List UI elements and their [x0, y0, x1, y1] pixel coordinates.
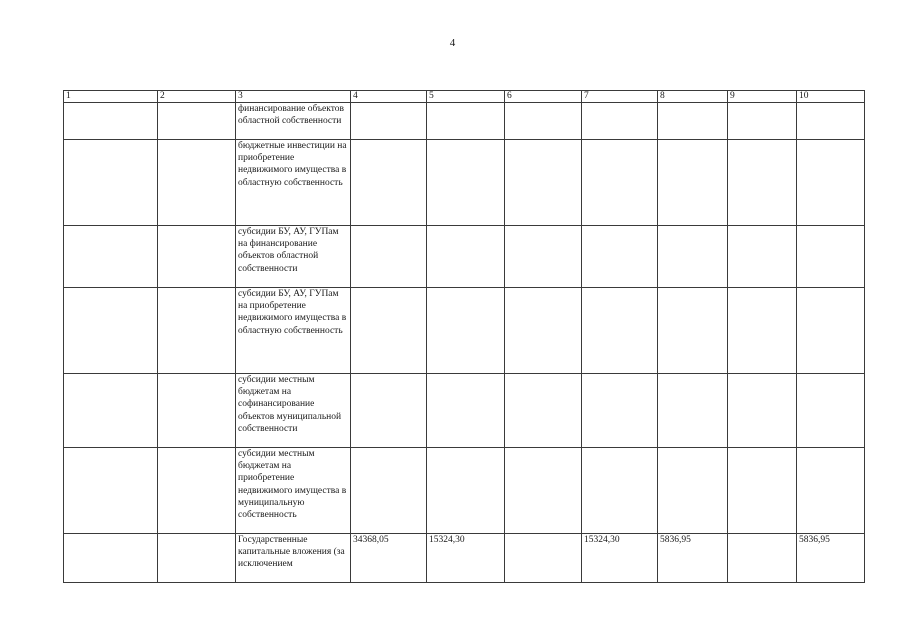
table-cell — [658, 448, 728, 534]
row-description: субсидии местным бюджетам на приобретение недвижимого имущества в муниципальную собственность — [236, 448, 351, 534]
table-cell — [505, 534, 582, 583]
table-cell — [351, 374, 427, 448]
table-cell — [582, 448, 658, 534]
table-cell — [658, 288, 728, 374]
table-cell — [505, 374, 582, 448]
table-cell — [158, 226, 236, 288]
table-cell — [582, 103, 658, 140]
table-cell — [351, 140, 427, 226]
table-cell — [658, 226, 728, 288]
table-cell — [582, 226, 658, 288]
row-description: финансирование объектов областной собственности — [236, 103, 351, 140]
column-header: 1 — [64, 91, 158, 103]
table-cell — [64, 448, 158, 534]
table-cell — [64, 140, 158, 226]
table-cell — [64, 226, 158, 288]
table-cell — [505, 226, 582, 288]
table-cell — [582, 288, 658, 374]
table-cell — [505, 140, 582, 226]
column-header: 5 — [427, 91, 505, 103]
page-number: 4 — [449, 37, 456, 49]
column-header: 8 — [658, 91, 728, 103]
table-cell — [158, 140, 236, 226]
table-cell: 15324,30 — [427, 534, 505, 583]
table-cell: 15324,30 — [582, 534, 658, 583]
table-cell — [158, 103, 236, 140]
table-cell — [351, 288, 427, 374]
table-cell — [64, 374, 158, 448]
table-cell — [728, 374, 797, 448]
table-cell — [158, 448, 236, 534]
column-header: 4 — [351, 91, 427, 103]
table-cell — [797, 448, 865, 534]
row-description: субсидии местным бюджетам на софинансирование объектов муниципальной собственности — [236, 374, 351, 448]
table-row — [64, 374, 865, 448]
table-cell — [658, 140, 728, 226]
column-header: 3 — [236, 91, 351, 103]
table-cell — [728, 226, 797, 288]
table-cell — [582, 374, 658, 448]
row-description: бюджетные инвестиции на приобретение недвижимого имущества в областную собственность — [236, 140, 351, 226]
table-cell — [797, 374, 865, 448]
budget-table — [63, 90, 865, 583]
table-row — [64, 103, 865, 140]
table-cell — [658, 103, 728, 140]
table-cell — [64, 288, 158, 374]
table-cell — [505, 448, 582, 534]
row-description: Государственные капитальные вложения (за исключением — [236, 534, 351, 583]
table-row — [64, 140, 865, 226]
table-row — [64, 288, 865, 374]
table-cell — [505, 103, 582, 140]
table-cell — [64, 534, 158, 583]
table-cell — [427, 448, 505, 534]
column-header: 6 — [505, 91, 582, 103]
table-cell — [351, 103, 427, 140]
column-header: 9 — [728, 91, 797, 103]
table-cell — [728, 140, 797, 226]
column-header: 10 — [797, 91, 865, 103]
table-cell: 5836,95 — [797, 534, 865, 583]
table-cell — [728, 534, 797, 583]
table-cell — [728, 103, 797, 140]
table-cell — [158, 374, 236, 448]
table-header-row — [64, 91, 865, 103]
table-cell — [351, 226, 427, 288]
table-cell — [427, 226, 505, 288]
table-row — [64, 534, 865, 583]
table-cell — [797, 140, 865, 226]
table-row — [64, 448, 865, 534]
table-cell — [427, 288, 505, 374]
table-cell: 34368,05 — [351, 534, 427, 583]
row-description: субсидии БУ, АУ, ГУПам на финансирование объектов областной собственности — [236, 226, 351, 288]
table-cell — [64, 103, 158, 140]
table-cell — [505, 288, 582, 374]
table-cell — [158, 288, 236, 374]
table-row — [64, 226, 865, 288]
table-cell — [728, 448, 797, 534]
table-cell — [427, 374, 505, 448]
table-cell — [728, 288, 797, 374]
table-cell — [427, 140, 505, 226]
column-header: 2 — [158, 91, 236, 103]
row-description: субсидии БУ, АУ, ГУПам на приобретение недвижимого имущества в областную собственность — [236, 288, 351, 374]
table-cell — [797, 288, 865, 374]
table-cell — [427, 103, 505, 140]
table-cell — [658, 374, 728, 448]
table-cell — [351, 448, 427, 534]
table-cell: 5836,95 — [658, 534, 728, 583]
table-cell — [797, 103, 865, 140]
table-cell — [158, 534, 236, 583]
column-header: 7 — [582, 91, 658, 103]
table-cell — [582, 140, 658, 226]
table-cell — [797, 226, 865, 288]
